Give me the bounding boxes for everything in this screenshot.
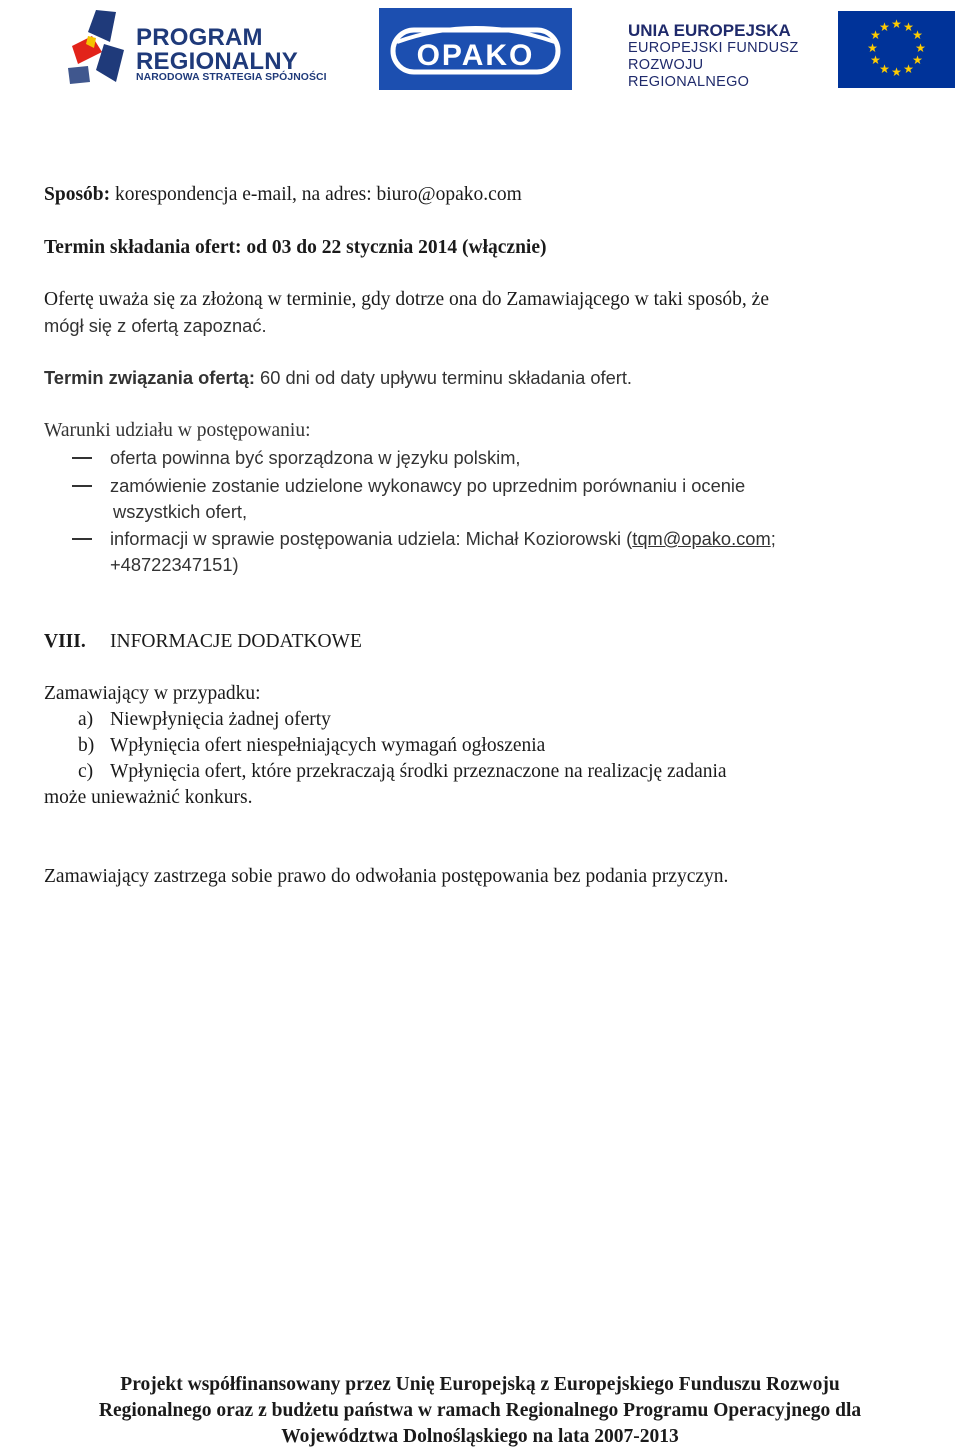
eu-logo-line3: ROZWOJU REGIONALNEGO bbox=[628, 57, 750, 90]
sposob-text: korespondencja e-mail, na adres: biuro@opako.com bbox=[110, 184, 522, 205]
case-a-marker: a) bbox=[78, 709, 94, 730]
svg-text:★: ★ bbox=[912, 53, 923, 67]
svg-text:★: ★ bbox=[891, 65, 902, 79]
program-regionalny-emblem-icon bbox=[66, 8, 130, 86]
dash-icon bbox=[72, 485, 92, 487]
svg-text:★: ★ bbox=[879, 62, 890, 76]
program-logo-line1: PROGRAM bbox=[136, 24, 263, 51]
section-title: INFORMACJE DODATKOWE bbox=[110, 631, 362, 652]
warunki-item-3-phone: +48722347151) bbox=[110, 554, 239, 575]
termin-skladania-label: Termin składania ofert: bbox=[44, 237, 242, 258]
dash-icon bbox=[72, 457, 92, 459]
eu-logo-line1: UNIA EUROPEJSKA bbox=[628, 21, 791, 40]
uniewaznic-line: może unieważnić konkurs. bbox=[44, 787, 253, 808]
case-c-marker: c) bbox=[78, 761, 94, 782]
svg-text:★: ★ bbox=[870, 53, 881, 67]
opako-logo bbox=[379, 8, 572, 90]
warunki-item-2-cont: wszystkich ofert, bbox=[113, 501, 248, 522]
svg-text:★: ★ bbox=[912, 28, 923, 42]
section-number: VIII. bbox=[44, 631, 86, 652]
termin-skladania-line bbox=[44, 236, 546, 260]
warunki-item-1: oferta powinna być sporządzona w języku polskim, bbox=[110, 447, 521, 468]
footer-line1: Projekt współfinansowany przez Unię Europejską z Europejskiego Funduszu Rozwoju bbox=[120, 1374, 840, 1395]
case-a-text: Niewpłynięcia żadnej oferty bbox=[110, 709, 331, 730]
program-logo-line2: REGIONALNY bbox=[136, 48, 299, 75]
svg-text:★: ★ bbox=[903, 20, 914, 34]
program-logo-line3: NARODOWA STRATEGIA SPÓJNOŚCI bbox=[136, 72, 327, 83]
opako-logo-text: OPAKO bbox=[416, 39, 535, 72]
svg-text:★: ★ bbox=[867, 41, 878, 55]
termin-zwiazania-label: Termin związania ofertą: bbox=[44, 367, 255, 388]
opako-logo-mark-icon bbox=[379, 8, 572, 90]
termin-zwiazania-text: 60 dni od daty upływu terminu składania ofert. bbox=[254, 367, 632, 388]
dash-icon bbox=[72, 538, 92, 540]
eu-logo-text bbox=[628, 22, 828, 91]
termin-skladania-text: od 03 do 22 stycznia 2014 (włącznie) bbox=[241, 237, 547, 258]
warunki-item-2: zamówienie zostanie udzielone wykonawcy po uprzednim porównaniu i ocenie bbox=[110, 475, 746, 496]
case-b-marker: b) bbox=[78, 735, 95, 756]
sposob-label: Sposób: bbox=[44, 184, 111, 205]
zastrzega-line: Zamawiający zastrzega sobie prawo do odwołania postępowania bez podania przyczyn. bbox=[44, 866, 729, 887]
oferte-line2: mógł się z ofertą zapoznać. bbox=[44, 315, 267, 336]
warunki-item-3-text: informacji w sprawie postępowania udziela: Michał Koziorowski ( bbox=[110, 528, 633, 549]
termin-zwiazania-line bbox=[44, 366, 632, 390]
warunki-heading: Warunki udziału w postępowaniu: bbox=[44, 420, 311, 441]
zamawiajacy-intro: Zamawiający w przypadku: bbox=[44, 683, 261, 704]
program-regionalny-logo bbox=[66, 8, 326, 86]
svg-text:★: ★ bbox=[879, 20, 890, 34]
eu-logo-line2: EUROPEJSKI FUNDUSZ bbox=[628, 40, 799, 56]
email-link[interactable]: tqm@opako.com bbox=[632, 528, 771, 549]
oferte-line1: Ofertę uważa się za złożoną w terminie, gdy dotrze ona do Zamawiającego w taki sposób, że bbox=[44, 289, 769, 310]
eu-flag-icon bbox=[838, 11, 955, 88]
svg-text:★: ★ bbox=[915, 41, 926, 55]
warunki-item-3 bbox=[110, 527, 776, 551]
footer-line2: Regionalnego oraz z budżetu państwa w ramach Regionalnego Programu Operacyjnego dla bbox=[98, 1400, 862, 1421]
footer-line3: Województwa Dolnośląskiego na lata 2007-2013 bbox=[281, 1426, 679, 1447]
eu-stars-icon bbox=[838, 11, 955, 88]
svg-text:★: ★ bbox=[903, 62, 914, 76]
svg-text:★: ★ bbox=[870, 28, 881, 42]
case-c-text: Wpłynięcia ofert, które przekraczają środki przeznaczone na realizację zadania bbox=[110, 761, 727, 782]
svg-text:★: ★ bbox=[891, 17, 902, 31]
sposob-line bbox=[44, 183, 522, 207]
case-b-text: Wpłynięcia ofert niespełniających wymagań ogłoszenia bbox=[110, 735, 546, 756]
warunki-item-3-semicolon: ; bbox=[770, 528, 776, 549]
